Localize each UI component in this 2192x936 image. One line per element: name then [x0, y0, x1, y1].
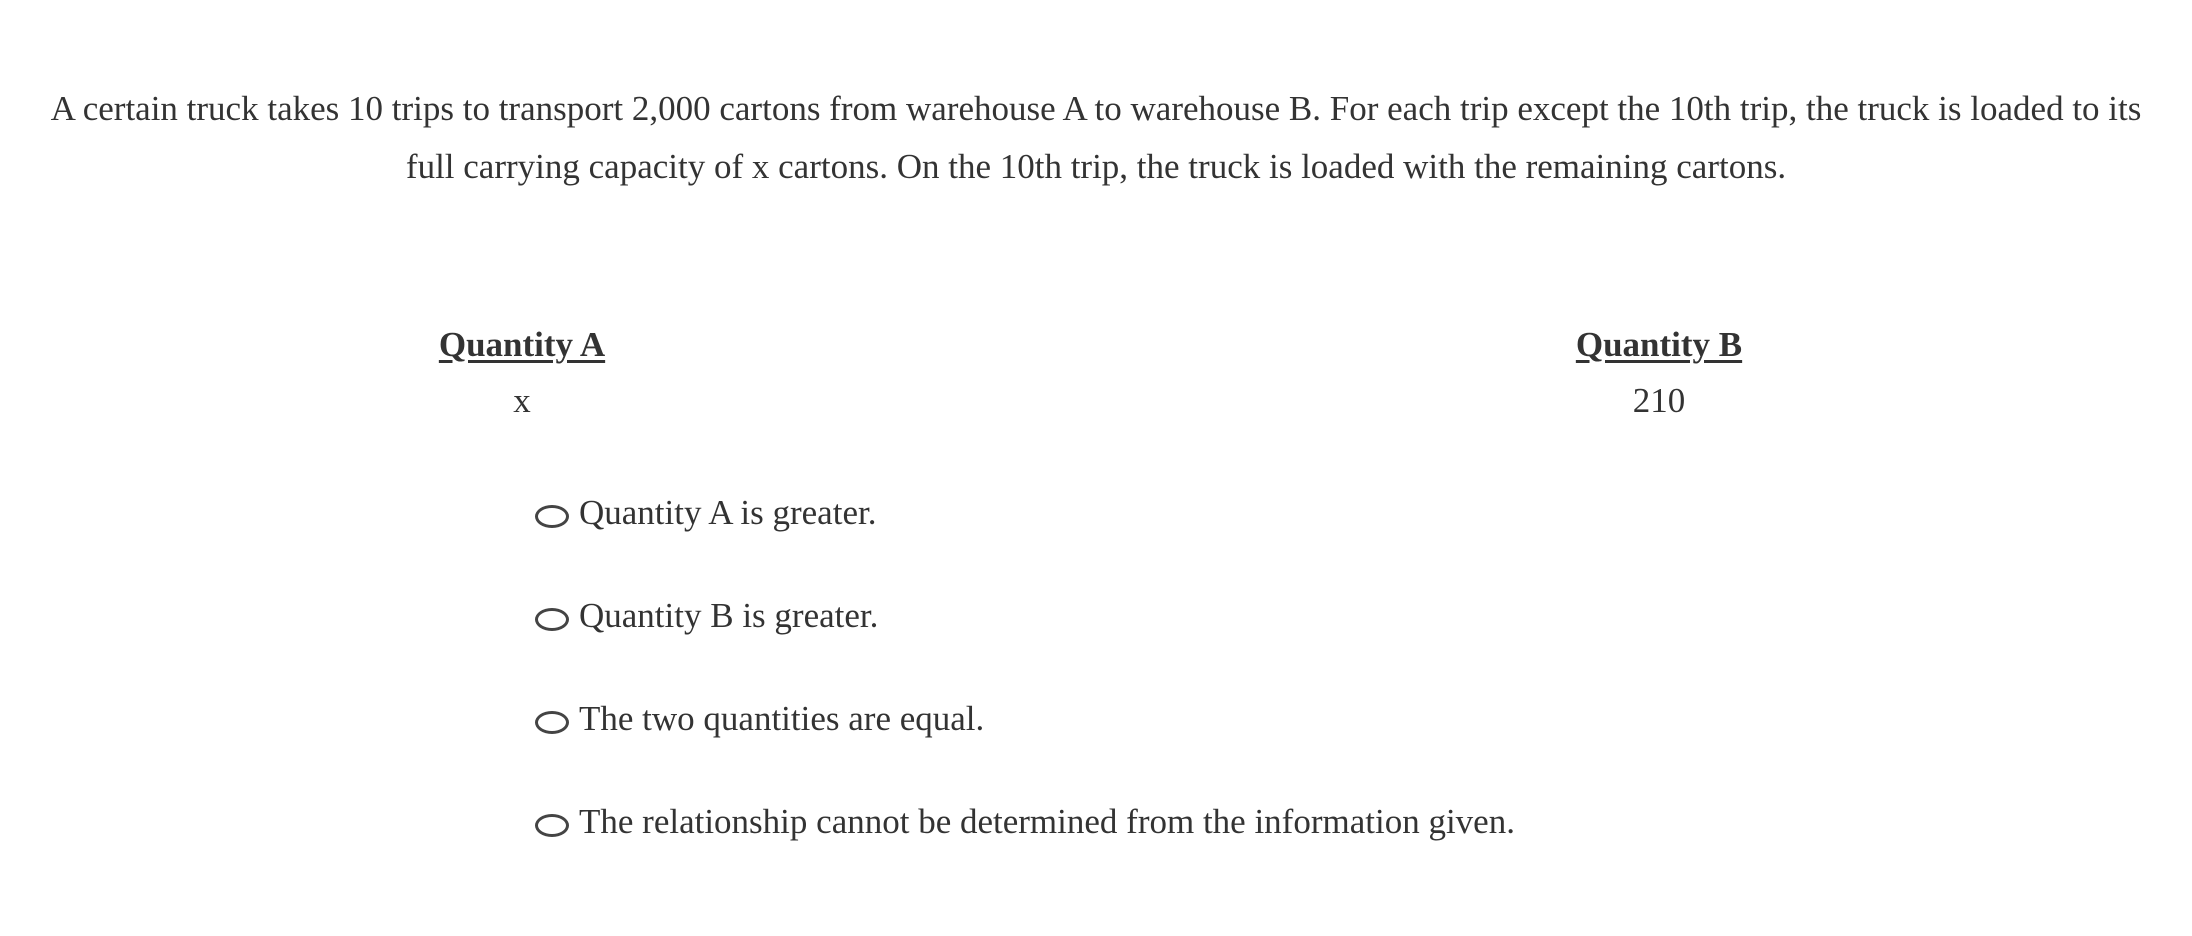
radio-unselected-icon[interactable]: [535, 814, 569, 837]
quantity-b-value: 210: [1632, 381, 1686, 420]
choice-cannot-be-determined[interactable]: [535, 799, 1515, 845]
choice-label: Quantity B is greater.: [579, 596, 879, 635]
quantity-a-value: x: [513, 381, 531, 420]
radio-unselected-icon[interactable]: [535, 711, 569, 734]
radio-unselected-icon[interactable]: [535, 505, 569, 528]
quantity-a-column: [322, 322, 722, 424]
choice-label: The relationship cannot be determined from the information given.: [579, 802, 1515, 841]
question-stem: A certain truck takes 10 trips to transport 2,000 cartons from warehouse A to warehouse B. For each trip except the 10th trip, the truck is loaded to its full carrying capacity of x cartons. On the 10th trip, the truck is loaded with the remaining cartons.: [50, 89, 2142, 186]
choice-label: Quantity A is greater.: [579, 493, 877, 532]
choice-quantity-a-greater[interactable]: [535, 490, 1515, 536]
radio-unselected-icon[interactable]: [535, 608, 569, 631]
answer-choices: [535, 490, 1515, 902]
quantity-b-column: [1459, 322, 1859, 424]
choice-quantities-equal[interactable]: [535, 696, 1515, 742]
choice-quantity-b-greater[interactable]: [535, 593, 1515, 639]
quantity-b-heading: Quantity B: [1575, 325, 1743, 364]
quantity-a-heading: Quantity A: [438, 325, 606, 364]
choice-label: The two quantities are equal.: [579, 699, 985, 738]
